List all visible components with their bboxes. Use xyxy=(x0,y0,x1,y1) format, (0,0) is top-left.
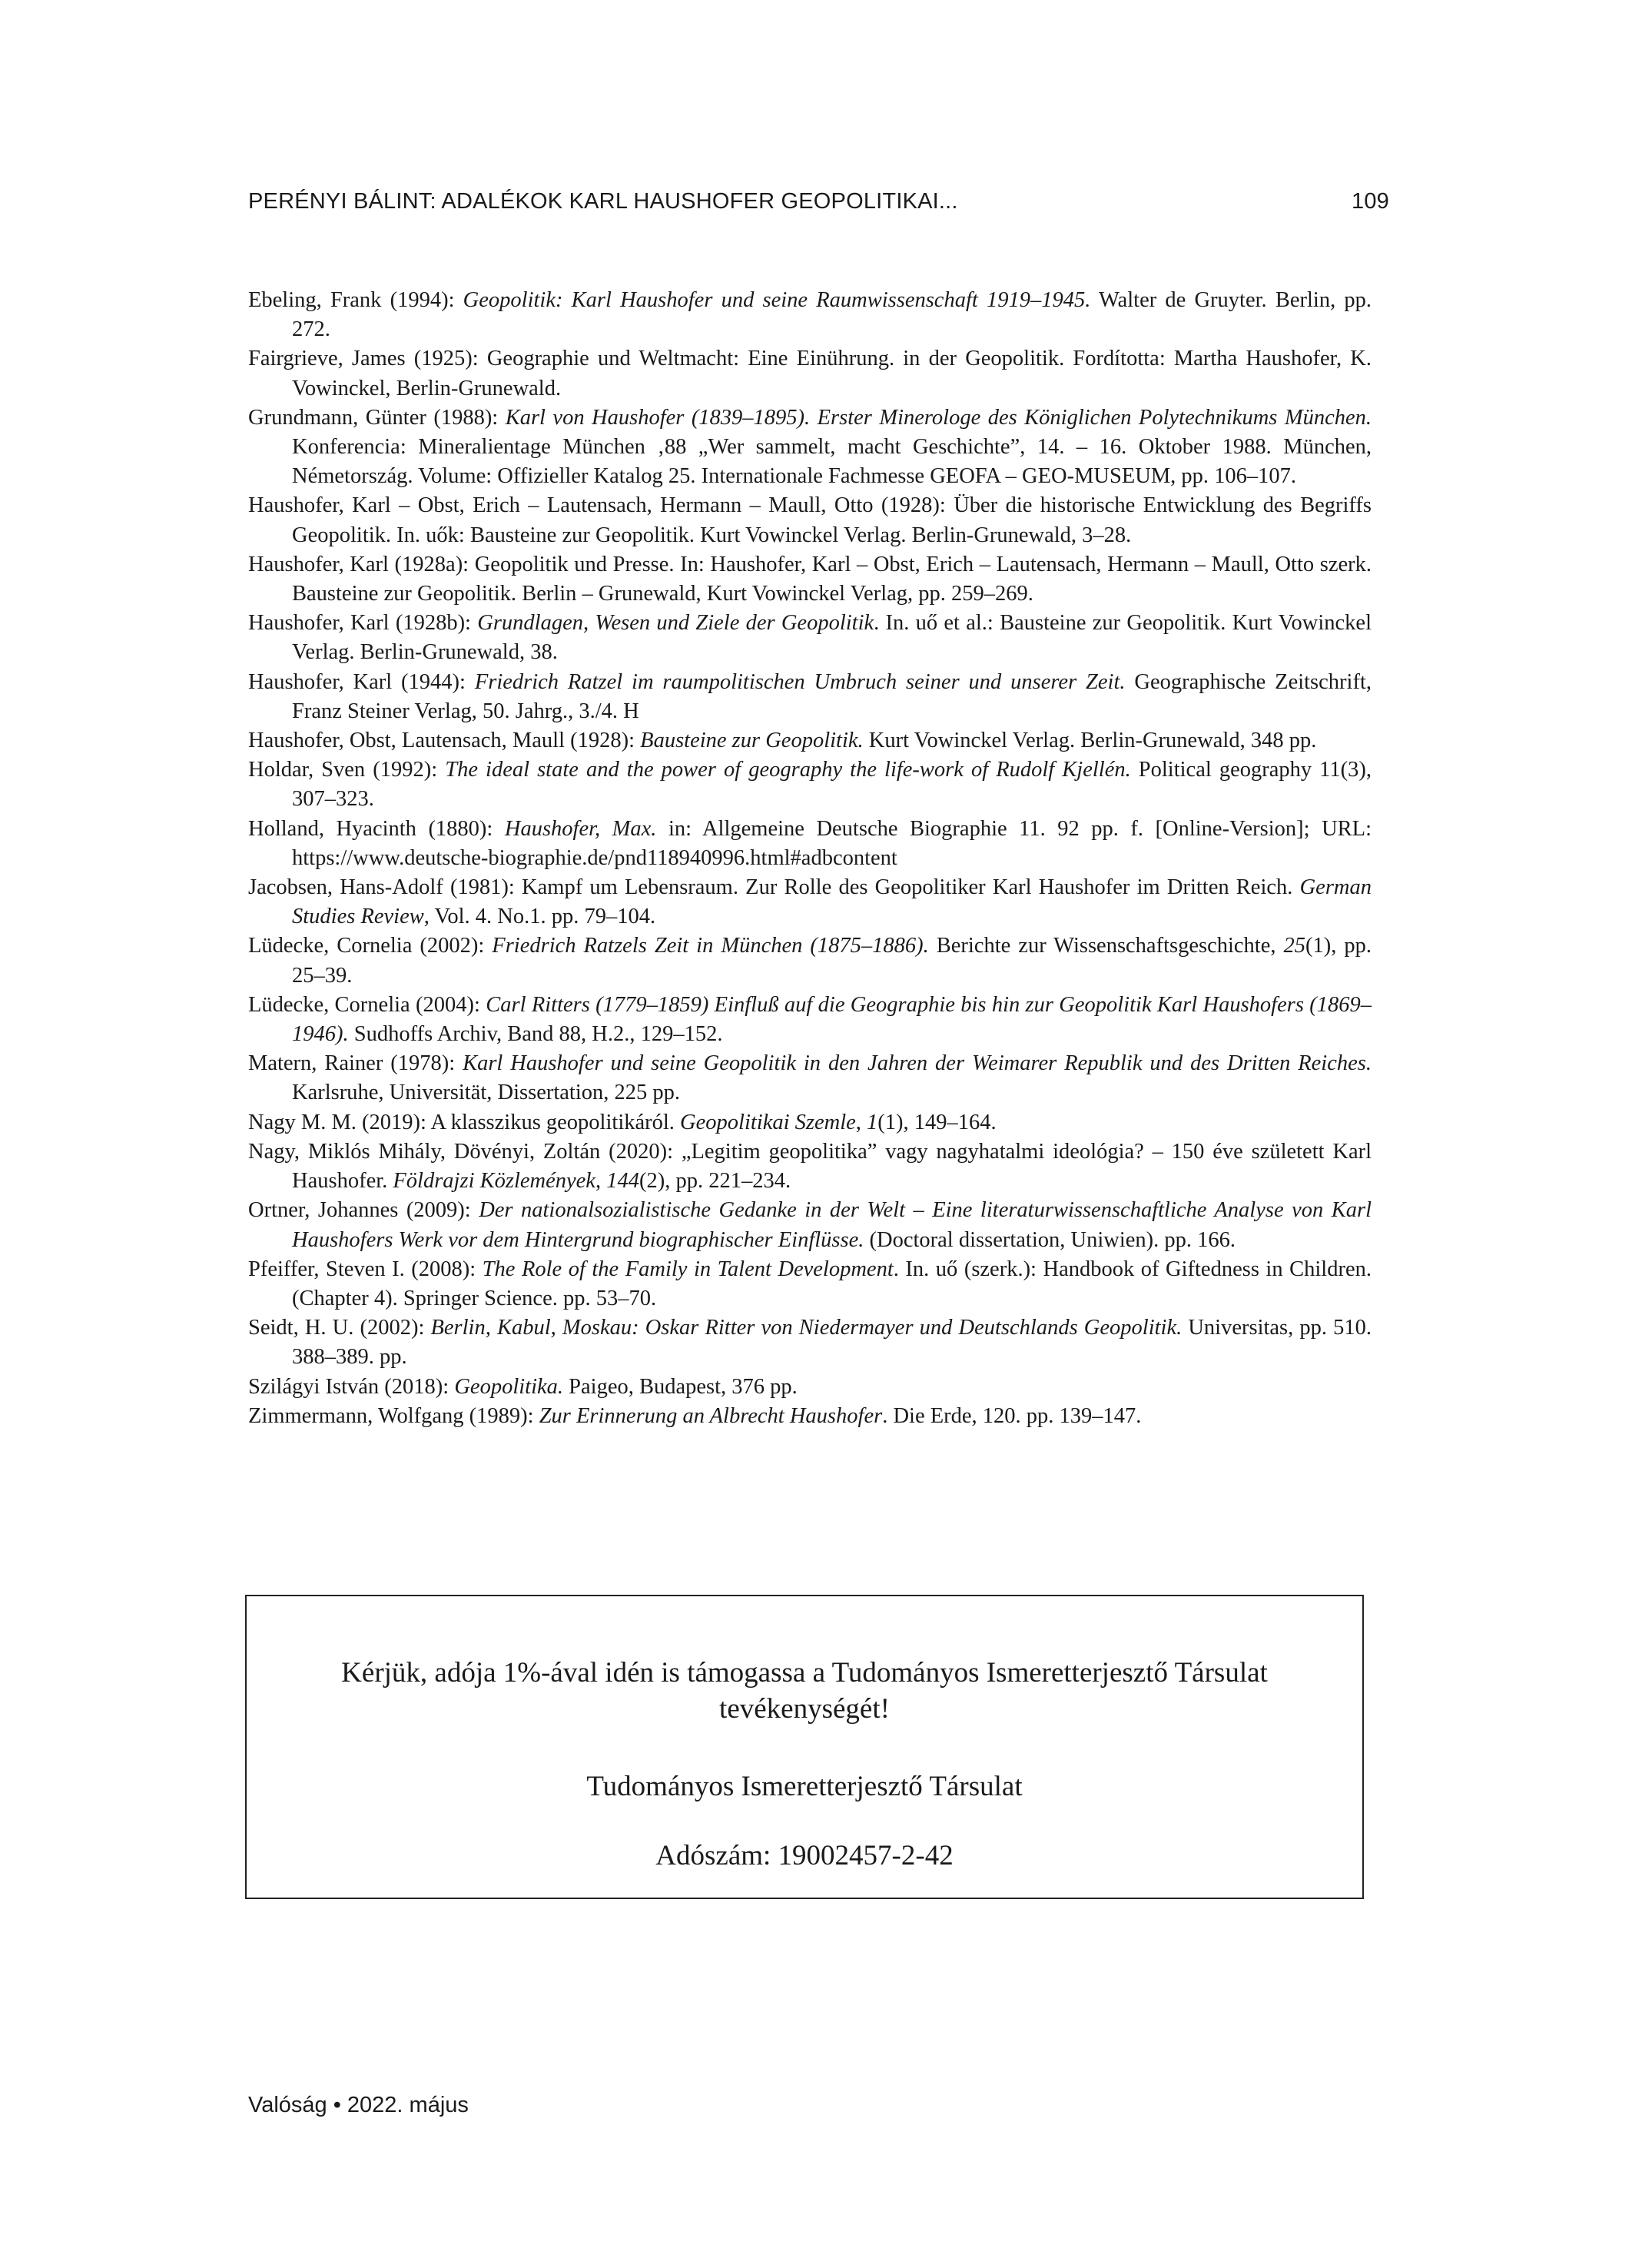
reference-entry xyxy=(248,873,1372,931)
reference-italic-text: Der nationalsozialistische Gedanke in der Welt – Eine literaturwissenschaftliche Analyse von Karl Haushofers Werk vor dem Hintergrund biographischer Einflüsse. xyxy=(292,1198,1372,1252)
reference-italic-text: The Role of the Family in Talent Development xyxy=(482,1257,894,1281)
running-title: PERÉNYI BÁLINT: ADALÉKOK KARL HAUSHOFER GEOPOLITIKAI... xyxy=(248,189,958,214)
reference-italic-text: Geopolitika. xyxy=(454,1374,564,1399)
reference-text: . Die Erde, 120. pp. 139–147. xyxy=(882,1403,1142,1428)
running-header xyxy=(248,189,1389,220)
reference-text: Walter de Gruyter. Berlin, pp. 272. xyxy=(292,288,1372,342)
reference-italic-text: Karl von Haushofer (1839–1895). Erster Minerologe des Königlichen Polytechnikums München. xyxy=(505,405,1372,430)
reference-entry xyxy=(248,931,1372,990)
donation-notice-box xyxy=(245,1595,1364,1899)
reference-text: Nagy, Miklós Mihály, Dövényi, Zoltán (2020): „Legitim geopolitika” vagy nagyhatalmi ideológia? – 150 éve született Karl Haushofer. xyxy=(248,1139,1372,1194)
reference-entry xyxy=(248,491,1372,550)
reference-italic-text: Zur Erinnerung an Albrecht Haushofer xyxy=(539,1403,883,1428)
reference-text: Karlsruhe, Universität, Dissertation, 225 pp. xyxy=(292,1081,680,1105)
reference-text: Haushofer, Karl – Obst, Erich – Lautensach, Hermann – Maull, Otto (1928): Über die historische Entwicklung des Begriffs Geopolitik. In. uők: Bausteine zur Geopolitik. Kurt Vowinckel Verlag. Berlin-Grunewald, 3–28. xyxy=(248,493,1372,547)
reference-entry xyxy=(248,1049,1372,1107)
reference-text: Pfeiffer, Steven I. (2008): xyxy=(248,1257,483,1281)
reference-text: Berichte zur Wissenschaftsgeschichte, xyxy=(928,934,1284,958)
reference-text: . In. uő (szerk.): Handbook of Giftedness in Children. (Chapter 4). Springer Science. pp. 53–70. xyxy=(292,1257,1372,1310)
reference-text: (Doctoral dissertation, Uniwien). pp. 166. xyxy=(864,1227,1236,1252)
reference-entry xyxy=(248,1402,1372,1431)
reference-italic-text: Friedrich Ratzel im raumpolitischen Umbruch seiner und unserer Zeit. xyxy=(474,669,1126,694)
reference-entry xyxy=(248,550,1372,609)
reference-text: , xyxy=(595,1169,607,1194)
reference-italic-text: Geopolitikai Szemle xyxy=(680,1110,856,1134)
reference-text: Ebeling, Frank (1994): xyxy=(248,288,463,312)
page-footer: Valóság • 2022. május xyxy=(248,2093,469,2117)
reference-text: Haushofer, Obst, Lautensach, Maull (1928): xyxy=(248,729,641,753)
reference-entry xyxy=(248,1373,1372,1402)
reference-italic-text: German Studies Review xyxy=(292,875,1372,929)
reference-entry xyxy=(248,403,1372,492)
reference-text: Zimmermann, Wolfgang (1989): xyxy=(248,1403,539,1428)
reference-text: Jacobsen, Hans-Adolf (1981): Kampf um Lebensraum. Zur Rolle des Geopolitiker Karl Haushofer im Dritten Reich. xyxy=(248,875,1300,900)
reference-italic-text: 25 xyxy=(1283,934,1305,958)
reference-entry xyxy=(248,344,1372,403)
reference-text: Seidt, H. U. (2002): xyxy=(248,1316,431,1340)
reference-italic-text: Carl Ritters (1779–1859) Einfluß auf die Geographie bis hin zur Geopolitik Karl Haushofers (1869–1946). xyxy=(292,992,1372,1047)
reference-entry xyxy=(248,1108,1372,1137)
reference-entry xyxy=(248,755,1372,814)
reference-text: Sudhoffs Archiv, Band 88, H.2., 129–152. xyxy=(348,1022,723,1047)
reference-text: . In. uő et al.: Bausteine zur Geopolitik. Kurt Vowinckel Verlag. Berlin-Grunewald, 38. xyxy=(292,611,1372,665)
reference-text: , Vol. 4. No.1. pp. 79–104. xyxy=(423,905,656,929)
reference-italic-text: Geopolitik: Karl Haushofer und seine Raumwissenschaft 1919–1945. xyxy=(463,288,1091,312)
reference-text: Lüdecke, Cornelia (2004): xyxy=(248,992,486,1017)
reference-entry xyxy=(248,1137,1372,1196)
reference-italic-text: Friedrich Ratzels Zeit in München (1875–1886). xyxy=(492,934,929,958)
reference-entry xyxy=(248,991,1372,1049)
reference-text: Geographische Zeitschrift, Franz Steiner Verlag, 50. Jahrg., 3./4. H xyxy=(292,669,1372,723)
reference-italic-text: Berlin, Kabul, Moskau: Oskar Ritter von Niedermayer und Deutschlands Geopolitik. xyxy=(430,1316,1183,1340)
reference-italic-text: Bausteine zur Geopolitik. xyxy=(640,729,864,753)
reference-text: Haushofer, Karl (1928b): xyxy=(248,611,478,636)
organization-name: Tudományos Ismeretterjesztő Társulat xyxy=(586,1771,1023,1802)
reference-text: Holland, Hyacinth (1880): xyxy=(248,816,505,841)
reference-text: (1), 149–164. xyxy=(877,1110,997,1134)
reference-text: Haushofer, Karl (1928a): Geopolitik und Presse. In: Haushofer, Karl – Obst, Erich – Lautensach, Hermann – Maull, Otto szerk. Bausteine zur Geopolitik. Berlin – Grunewald, Kurt Vowinckel Verlag, pp. 259–269. xyxy=(248,552,1372,606)
reference-text: Haushofer, Karl (1944): xyxy=(248,669,475,694)
reference-italic-text: 1 xyxy=(867,1110,878,1134)
donation-appeal: Kérjük, adója 1%-ával idén is támogassa a Tudományos Ismeretterjesztő Társulat tevékenységét! xyxy=(341,1657,1268,1725)
reference-text: , xyxy=(855,1110,867,1134)
reference-text: (2), pp. 221–234. xyxy=(639,1169,791,1194)
reference-entry xyxy=(248,726,1372,755)
reference-text: Paigeo, Budapest, 376 pp. xyxy=(563,1374,798,1399)
reference-italic-text: 144 xyxy=(606,1169,639,1194)
reference-entry xyxy=(248,1313,1372,1372)
reference-entry xyxy=(248,286,1372,344)
reference-italic-text: Karl Haushofer und seine Geopolitik in den Jahren der Weimarer Republik und des Dritten Reiches. xyxy=(463,1051,1372,1076)
reference-entry xyxy=(248,1196,1372,1254)
reference-text: in: Allgemeine Deutsche Biographie 11. 92 pp. f. [Online-Version]; URL: https://www.deutsche-biographie.de/pnd118940996.html#adbcontent xyxy=(292,816,1372,870)
reference-list xyxy=(248,286,1372,1431)
reference-entry xyxy=(248,1255,1372,1313)
reference-text: Ortner, Johannes (2009): xyxy=(248,1198,479,1223)
reference-text: Fairgrieve, James (1925): Geographie und Weltmacht: Eine Einührung. in der Geopolitik. Fordította: Martha Haushofer, K. Vowinckel, Berlin-Grunewald. xyxy=(248,347,1372,400)
reference-text: (1), pp. 25–39. xyxy=(292,934,1372,988)
reference-text: Matern, Rainer (1978): xyxy=(248,1051,463,1076)
tax-number: Adószám: 19002457-2-42 xyxy=(655,1840,954,1871)
reference-entry xyxy=(248,668,1372,726)
reference-entry xyxy=(248,815,1372,873)
reference-text: Grundmann, Günter (1988): xyxy=(248,405,506,430)
reference-text: Kurt Vowinckel Verlag. Berlin-Grunewald, 348 pp. xyxy=(863,729,1317,753)
reference-text: Konferencia: Mineralientage München ‚88 „Wer sammelt, macht Geschichte”, 14. – 16. Oktober 1988. München, Németország. Volume: Offizieller Katalog 25. Internationale Fachmesse GEOFA – GEO-MUSEUM, pp. 106–107. xyxy=(292,435,1372,489)
reference-text: Holdar, Sven (1992): xyxy=(248,758,446,782)
reference-text: Universitas, pp. 510. 388–389. pp. xyxy=(292,1316,1372,1370)
page-number: 109 xyxy=(1352,189,1389,214)
reference-text: Szilágyi István (2018): xyxy=(248,1374,455,1399)
reference-entry xyxy=(248,609,1372,667)
reference-italic-text: Haushofer, Max. xyxy=(504,816,657,841)
reference-italic-text: Grundlagen, Wesen und Ziele der Geopolitik xyxy=(477,611,874,636)
reference-text: Nagy M. M. (2019): A klasszikus geopolitikáról. xyxy=(248,1110,681,1134)
reference-text: Lüdecke, Cornelia (2002): xyxy=(248,934,493,958)
reference-text: Political geography 11(3), 307–323. xyxy=(292,758,1372,812)
reference-italic-text: The ideal state and the power of geography the life-work of Rudolf Kjellén. xyxy=(445,758,1131,782)
reference-italic-text: Földrajzi Közlemények xyxy=(393,1169,595,1194)
